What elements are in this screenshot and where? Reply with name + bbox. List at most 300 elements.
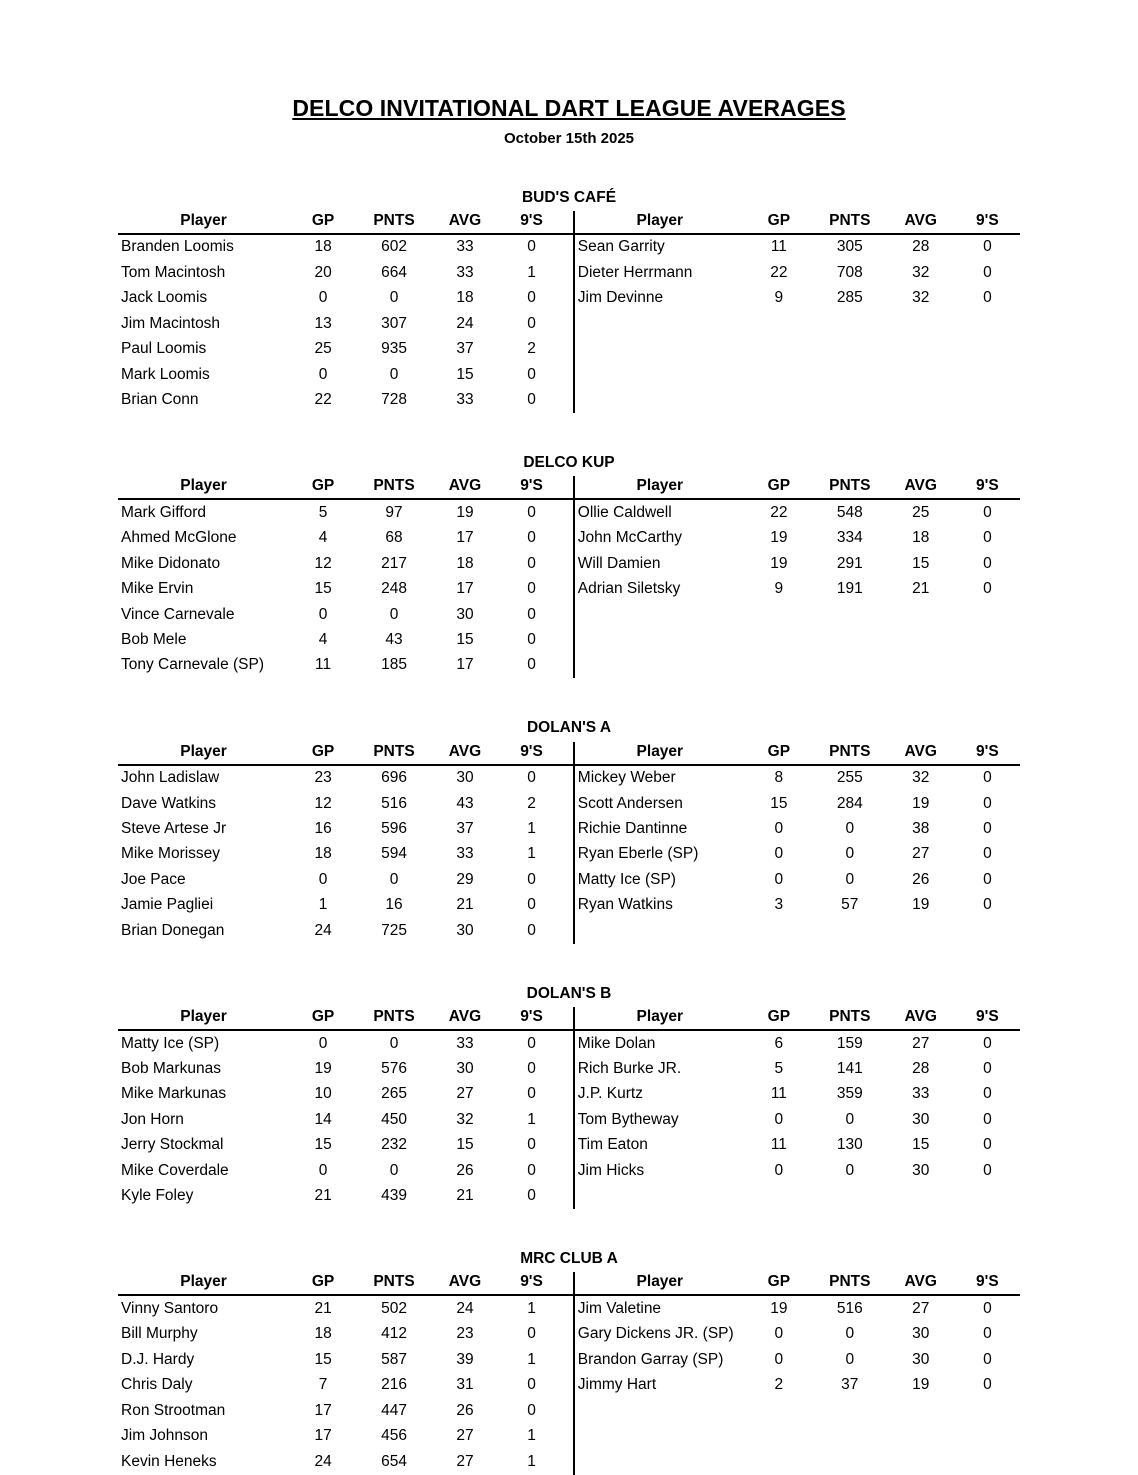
- player-pnts: 141: [836, 1059, 863, 1077]
- player-avg: 17: [456, 529, 474, 547]
- player-nines: 0: [983, 580, 992, 598]
- player-nines: 0: [983, 1350, 992, 1368]
- player-avg: 21: [456, 896, 474, 914]
- player-name: John McCarthy: [574, 526, 745, 551]
- column-header-gp: GP: [745, 211, 813, 234]
- player-pnts: 255: [836, 769, 863, 787]
- player-pnts: 516: [381, 794, 407, 812]
- table-row: [118, 1398, 1020, 1423]
- player-nines: [955, 311, 1020, 336]
- player-avg: [887, 311, 955, 336]
- player-gp: 4: [318, 631, 328, 648]
- player-name: Will Damien: [574, 551, 745, 576]
- player-gp: 18: [314, 238, 332, 256]
- player-nines: 0: [527, 1136, 536, 1154]
- row-gap: [564, 1184, 574, 1209]
- player-nines: 0: [983, 870, 992, 888]
- player-pnts: [813, 311, 887, 336]
- team-block: [118, 718, 1020, 943]
- player-gp: 21: [314, 1187, 332, 1205]
- player-pnts: 596: [381, 820, 407, 838]
- player-pnts: 285: [836, 289, 863, 307]
- player-nines: 0: [527, 1325, 536, 1343]
- player-gp: 6: [774, 1034, 784, 1052]
- player-nines: 1: [527, 1350, 536, 1368]
- player-avg: 24: [456, 314, 474, 332]
- player-name: Adrian Siletsky: [574, 577, 745, 602]
- player-name: [574, 1398, 745, 1423]
- player-avg: 37: [456, 820, 474, 838]
- player-name: Paul Loomis: [121, 340, 207, 358]
- row-gap: [564, 1449, 574, 1474]
- row-gap: [564, 499, 574, 525]
- player-nines: [955, 388, 1020, 413]
- column-header-pnts: PNTS: [813, 742, 887, 765]
- column-header-avg: AVG: [887, 1007, 955, 1030]
- player-gp: 0: [774, 1350, 784, 1368]
- player-nines: 0: [527, 656, 536, 674]
- row-gap: [564, 1133, 574, 1158]
- column-header-player: Player: [118, 1272, 289, 1295]
- player-name: [574, 1449, 745, 1474]
- player-pnts: 502: [381, 1299, 407, 1317]
- player-nines: [955, 1424, 1020, 1449]
- player-name: Mark Loomis: [121, 365, 210, 383]
- player-avg: 21: [456, 1187, 474, 1205]
- column-header-nines: 9'S: [499, 1272, 564, 1295]
- player-nines: 0: [983, 263, 992, 281]
- player-avg: 32: [912, 769, 930, 787]
- column-header-player: Player: [574, 211, 745, 234]
- table-row: [118, 602, 1020, 627]
- column-header-pnts: PNTS: [357, 476, 431, 499]
- player-gp: 10: [314, 1085, 332, 1103]
- table-row: [118, 1424, 1020, 1449]
- table-row: [118, 628, 1020, 653]
- player-pnts: 159: [836, 1034, 863, 1052]
- player-gp: 11: [770, 1085, 787, 1103]
- player-avg: 27: [456, 1085, 474, 1103]
- player-gp: 1: [318, 896, 328, 914]
- player-avg: 18: [456, 554, 474, 572]
- column-header-gp: GP: [289, 211, 357, 234]
- table-row: [118, 1295, 1020, 1321]
- player-nines: [955, 1449, 1020, 1474]
- player-gp: 0: [318, 1034, 328, 1052]
- column-header-avg: AVG: [431, 476, 499, 499]
- row-gap: [564, 234, 574, 260]
- row-gap: [564, 791, 574, 816]
- player-gp: 11: [770, 1136, 787, 1154]
- teams-container: [118, 188, 1020, 1475]
- player-nines: 0: [983, 1136, 992, 1154]
- row-gap: [564, 1082, 574, 1107]
- player-gp: 17: [314, 1427, 332, 1445]
- player-gp: 4: [318, 529, 328, 547]
- player-gp: [745, 1449, 813, 1474]
- player-gp: 9: [774, 289, 784, 307]
- row-gap: [564, 653, 574, 678]
- player-pnts: 334: [836, 529, 863, 547]
- player-avg: 15: [912, 1136, 930, 1154]
- player-gp: 18: [314, 845, 332, 863]
- player-avg: [887, 602, 955, 627]
- row-gap: [564, 1158, 574, 1183]
- row-gap: [564, 362, 574, 387]
- team-name: DOLAN'S A: [526, 719, 612, 737]
- player-avg: 31: [456, 1376, 474, 1394]
- player-name: [574, 1184, 745, 1209]
- player-pnts: 130: [836, 1136, 863, 1154]
- table-row: [118, 311, 1020, 336]
- player-name: Ryan Watkins: [574, 893, 745, 918]
- table-row: [118, 388, 1020, 413]
- player-gp: 22: [770, 503, 788, 521]
- player-gp: 25: [314, 340, 332, 358]
- row-gap: [564, 286, 574, 311]
- player-name: [574, 1424, 745, 1449]
- player-nines: [955, 918, 1020, 943]
- player-avg: 38: [912, 820, 930, 838]
- player-name: Steve Artese Jr: [121, 820, 227, 838]
- player-gp: 18: [314, 1325, 332, 1343]
- player-avg: 15: [456, 1136, 474, 1154]
- player-avg: 19: [912, 896, 930, 914]
- player-gp: 8: [774, 769, 784, 787]
- table-row: [118, 337, 1020, 362]
- column-header-gp: GP: [745, 476, 813, 499]
- player-avg: 37: [456, 340, 474, 358]
- row-gap: [564, 311, 574, 336]
- table-row: [118, 1158, 1020, 1183]
- player-nines: 0: [983, 1299, 992, 1317]
- player-pnts: 0: [845, 845, 855, 863]
- player-nines: 0: [527, 238, 536, 256]
- player-pnts: 728: [381, 391, 407, 409]
- player-pnts: [813, 1424, 887, 1449]
- player-nines: 0: [983, 1034, 992, 1052]
- table-row: [118, 1056, 1020, 1081]
- player-gp: 15: [314, 580, 332, 598]
- player-avg: 27: [912, 1034, 930, 1052]
- player-avg: 30: [912, 1110, 930, 1128]
- player-name: Tom Bytheway: [574, 1107, 745, 1132]
- player-avg: 17: [456, 656, 474, 674]
- player-avg: 29: [456, 870, 474, 888]
- team-block: [118, 453, 1020, 678]
- player-avg: 30: [912, 1325, 930, 1343]
- row-gap: [564, 577, 574, 602]
- player-avg: 28: [912, 1059, 930, 1077]
- player-pnts: 0: [845, 1161, 855, 1179]
- player-nines: [955, 628, 1020, 653]
- player-avg: 26: [456, 1401, 474, 1419]
- column-header-gp: GP: [745, 742, 813, 765]
- player-pnts: [813, 337, 887, 362]
- player-name: John Ladislaw: [121, 769, 220, 787]
- player-gp: 20: [314, 263, 332, 281]
- player-pnts: 232: [381, 1136, 407, 1154]
- player-pnts: 0: [845, 1110, 855, 1128]
- player-nines: 0: [527, 605, 536, 623]
- player-nines: 0: [527, 1161, 536, 1179]
- team-block: [118, 984, 1020, 1209]
- player-pnts: 191: [836, 580, 863, 598]
- player-pnts: 16: [385, 896, 403, 914]
- player-nines: 0: [983, 1376, 992, 1394]
- team-name: BUD'S CAFÉ: [521, 188, 617, 206]
- row-gap: [564, 388, 574, 413]
- player-nines: 0: [527, 314, 536, 332]
- player-name: Brian Donegan: [121, 921, 225, 939]
- column-divider: [564, 1007, 574, 1030]
- player-nines: 0: [527, 503, 536, 521]
- column-header-player: Player: [574, 476, 745, 499]
- column-header-avg: AVG: [887, 1272, 955, 1295]
- column-header-player: Player: [118, 742, 289, 765]
- player-gp: 0: [774, 845, 784, 863]
- averages-table: [118, 1007, 1020, 1209]
- column-header-avg: AVG: [431, 211, 499, 234]
- player-avg: 28: [912, 238, 930, 256]
- column-header-avg: AVG: [431, 1007, 499, 1030]
- table-row: [118, 362, 1020, 387]
- player-gp: 0: [774, 820, 784, 838]
- player-avg: [887, 1449, 955, 1474]
- player-name: Matty Ice (SP): [574, 867, 745, 892]
- player-avg: 27: [912, 1299, 930, 1317]
- player-pnts: 37: [841, 1376, 859, 1394]
- player-name: [574, 918, 745, 943]
- player-nines: 0: [527, 1401, 536, 1419]
- player-gp: 19: [770, 529, 788, 547]
- player-gp: 11: [770, 238, 787, 256]
- player-name: [574, 388, 745, 413]
- player-pnts: 291: [836, 554, 863, 572]
- player-name: Mike Dolan: [574, 1030, 745, 1056]
- player-pnts: 0: [845, 820, 855, 838]
- player-pnts: [813, 1184, 887, 1209]
- column-header-nines: 9'S: [955, 742, 1020, 765]
- team-name: MRC CLUB A: [520, 1250, 618, 1268]
- player-nines: 1: [527, 1452, 536, 1470]
- column-header-nines: 9'S: [499, 476, 564, 499]
- player-pnts: [813, 653, 887, 678]
- player-name: Mike Didonato: [121, 554, 221, 572]
- player-name: Mickey Weber: [574, 765, 745, 791]
- player-pnts: 248: [381, 580, 407, 598]
- table-row: [118, 791, 1020, 816]
- player-gp: 21: [314, 1299, 332, 1317]
- column-header-nines: 9'S: [499, 1007, 564, 1030]
- player-name: Joe Pace: [121, 870, 186, 888]
- player-nines: 0: [983, 794, 992, 812]
- player-gp: 11: [315, 656, 332, 674]
- team-name: DELCO KUP: [523, 454, 615, 472]
- column-divider: [564, 742, 574, 765]
- column-header-nines: 9'S: [955, 476, 1020, 499]
- player-gp: [745, 653, 813, 678]
- table-row: [118, 1107, 1020, 1132]
- column-header-nines: 9'S: [955, 211, 1020, 234]
- row-gap: [564, 602, 574, 627]
- row-gap: [564, 551, 574, 576]
- player-name: [574, 628, 745, 653]
- player-pnts: 664: [381, 263, 407, 281]
- player-pnts: 0: [389, 1161, 399, 1179]
- player-name: Jim Macintosh: [121, 314, 221, 332]
- player-pnts: [813, 602, 887, 627]
- player-avg: 32: [912, 263, 930, 281]
- player-name: Jimmy Hart: [574, 1373, 745, 1398]
- column-header-nines: 9'S: [955, 1272, 1020, 1295]
- player-name: Jim Johnson: [121, 1427, 209, 1445]
- player-avg: 19: [912, 794, 930, 812]
- player-gp: 2: [774, 1376, 784, 1394]
- table-row: [118, 1347, 1020, 1372]
- team-block: [118, 188, 1020, 413]
- table-header-row: [118, 211, 1020, 234]
- player-pnts: 0: [389, 1034, 399, 1052]
- player-avg: 26: [456, 1161, 474, 1179]
- table-row: [118, 1184, 1020, 1209]
- player-pnts: 359: [836, 1085, 863, 1103]
- player-pnts: 97: [385, 503, 403, 521]
- player-name: Jack Loomis: [121, 289, 208, 307]
- player-name: Bob Markunas: [121, 1059, 221, 1077]
- table-row: [118, 499, 1020, 525]
- player-nines: 0: [983, 238, 992, 256]
- player-name: Brian Conn: [121, 391, 199, 409]
- player-pnts: [813, 1449, 887, 1474]
- player-avg: [887, 1398, 955, 1423]
- table-row: [118, 1082, 1020, 1107]
- player-gp: 17: [314, 1401, 332, 1419]
- player-avg: 17: [456, 580, 474, 598]
- player-pnts: 185: [381, 656, 407, 674]
- column-header-player: Player: [118, 1007, 289, 1030]
- table-row: [118, 577, 1020, 602]
- averages-table: [118, 211, 1020, 413]
- player-nines: 0: [527, 631, 536, 648]
- table-row: [118, 893, 1020, 918]
- row-gap: [564, 918, 574, 943]
- player-avg: 26: [912, 870, 930, 888]
- player-gp: [745, 1424, 813, 1449]
- player-pnts: 594: [381, 845, 407, 863]
- column-header-player: Player: [574, 1007, 745, 1030]
- player-nines: [955, 1184, 1020, 1209]
- player-nines: [955, 1398, 1020, 1423]
- player-gp: 24: [314, 921, 332, 939]
- column-header-nines: 9'S: [499, 742, 564, 765]
- player-gp: 12: [314, 794, 332, 812]
- column-header-player: Player: [574, 742, 745, 765]
- player-pnts: 935: [381, 340, 407, 358]
- column-header-avg: AVG: [887, 476, 955, 499]
- player-pnts: 0: [389, 289, 399, 307]
- player-pnts: 0: [389, 605, 399, 623]
- player-pnts: 696: [381, 769, 407, 787]
- player-avg: 18: [912, 529, 930, 547]
- row-gap: [564, 842, 574, 867]
- player-avg: 33: [456, 238, 474, 256]
- column-header-pnts: PNTS: [357, 742, 431, 765]
- player-nines: [955, 362, 1020, 387]
- player-avg: 33: [456, 1034, 474, 1052]
- column-header-gp: GP: [745, 1007, 813, 1030]
- table-row: [118, 1373, 1020, 1398]
- player-nines: 0: [527, 1187, 536, 1205]
- player-gp: [745, 388, 813, 413]
- player-nines: [955, 602, 1020, 627]
- player-nines: [955, 337, 1020, 362]
- player-name: Branden Loomis: [121, 238, 234, 256]
- player-name: Ryan Eberle (SP): [574, 842, 745, 867]
- player-gp: [745, 362, 813, 387]
- player-gp: 0: [774, 1161, 784, 1179]
- player-gp: 15: [314, 1350, 332, 1368]
- column-header-pnts: PNTS: [813, 1272, 887, 1295]
- player-nines: 2: [527, 794, 536, 812]
- column-header-avg: AVG: [887, 742, 955, 765]
- player-gp: 3: [774, 896, 784, 914]
- player-name: Dieter Herrmann: [574, 260, 745, 285]
- table-row: [118, 234, 1020, 260]
- row-gap: [564, 1373, 574, 1398]
- player-nines: 0: [527, 289, 536, 307]
- column-header-gp: GP: [745, 1272, 813, 1295]
- player-gp: 16: [314, 820, 332, 838]
- column-header-player: Player: [118, 211, 289, 234]
- row-gap: [564, 337, 574, 362]
- player-pnts: 516: [836, 1299, 863, 1317]
- player-nines: 0: [983, 289, 992, 307]
- row-gap: [564, 1347, 574, 1372]
- player-gp: [745, 1184, 813, 1209]
- player-avg: 24: [456, 1299, 474, 1317]
- player-gp: 0: [318, 605, 328, 623]
- player-name: Jerry Stockmal: [121, 1136, 224, 1154]
- player-name: Bob Mele: [121, 631, 187, 648]
- player-name: Matty Ice (SP): [121, 1034, 220, 1052]
- table-row: [118, 551, 1020, 576]
- player-avg: 25: [912, 503, 930, 521]
- table-row: [118, 653, 1020, 678]
- player-avg: 30: [456, 1059, 474, 1077]
- row-gap: [564, 817, 574, 842]
- player-avg: 15: [912, 554, 930, 572]
- player-avg: 33: [456, 391, 474, 409]
- player-pnts: 305: [836, 238, 863, 256]
- player-name: Rich Burke JR.: [574, 1056, 745, 1081]
- player-pnts: 0: [389, 365, 399, 383]
- player-pnts: 307: [381, 314, 407, 332]
- player-name: Vince Carnevale: [121, 605, 235, 623]
- column-header-pnts: PNTS: [357, 1007, 431, 1030]
- column-header-pnts: PNTS: [357, 1272, 431, 1295]
- player-name: Mike Coverdale: [121, 1161, 229, 1179]
- player-avg: 30: [456, 921, 474, 939]
- player-name: Jim Valetine: [574, 1295, 745, 1321]
- player-avg: 19: [912, 1376, 930, 1394]
- player-avg: [887, 653, 955, 678]
- row-gap: [564, 1295, 574, 1321]
- table-row: [118, 867, 1020, 892]
- player-gp: 13: [314, 314, 332, 332]
- column-header-avg: AVG: [887, 211, 955, 234]
- player-avg: 27: [912, 845, 930, 863]
